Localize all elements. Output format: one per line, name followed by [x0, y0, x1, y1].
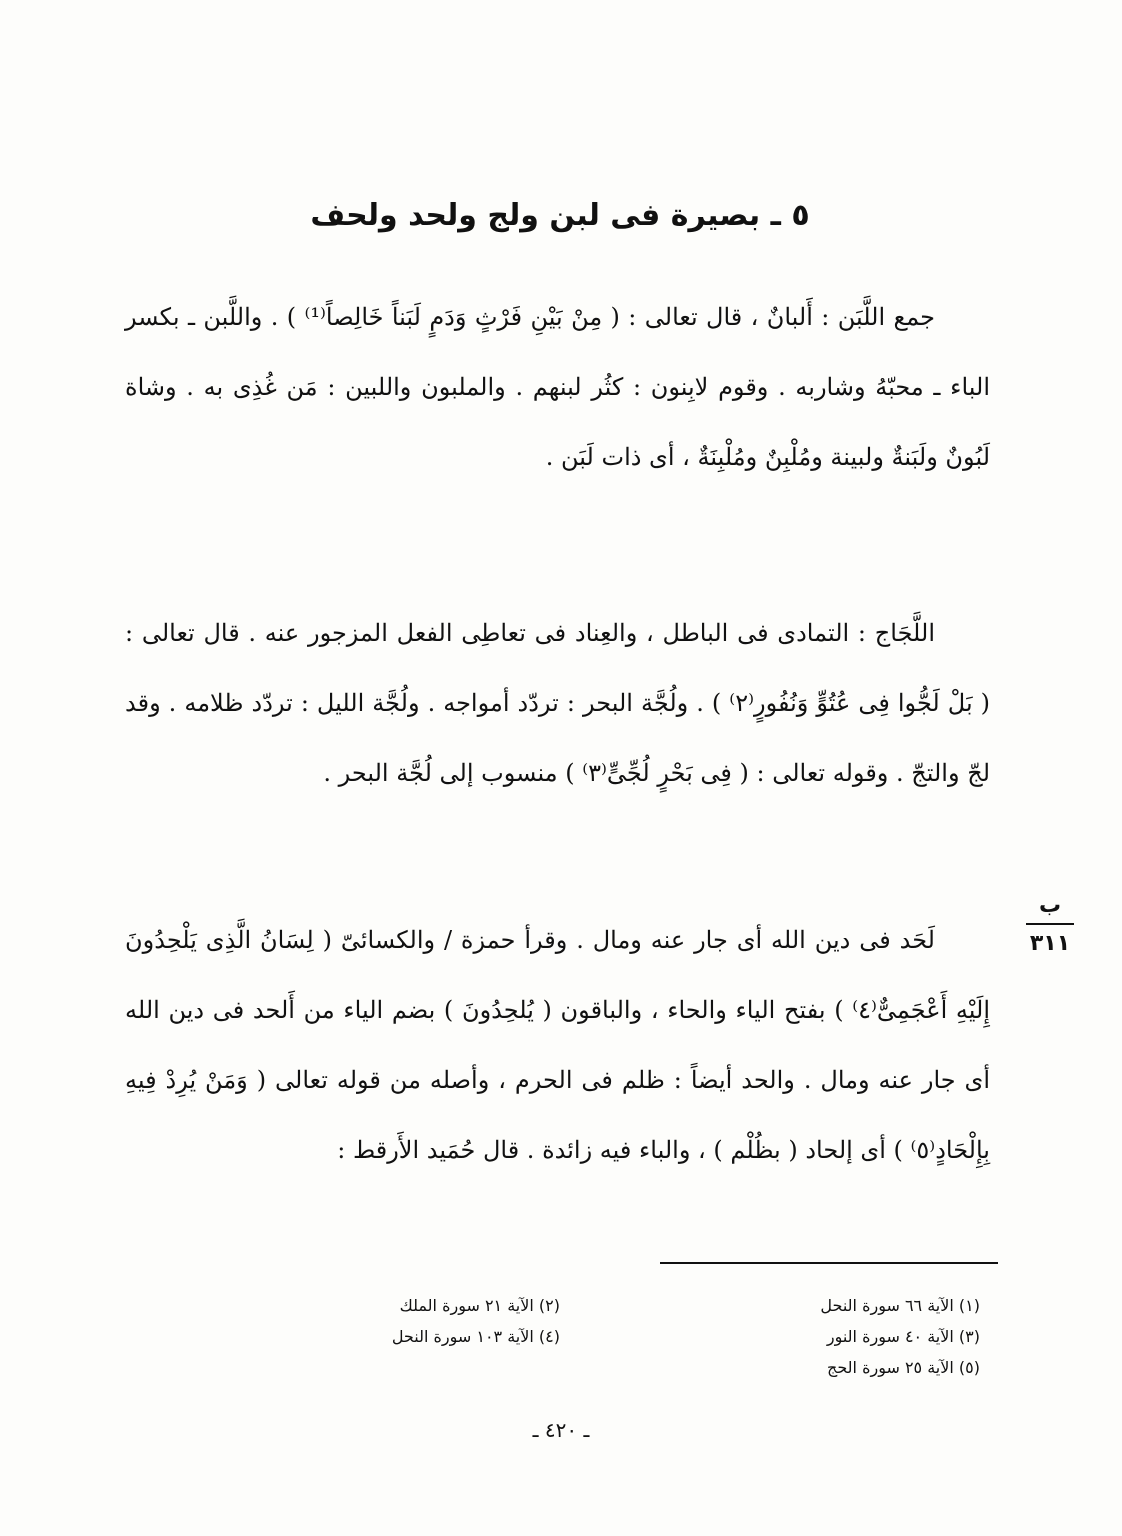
paragraph-lajaj	[125, 598, 990, 808]
section-title: ٥ ـ بصيرة فى لبن ولج ولحد ولحف	[310, 198, 810, 233]
footnote-3: (٣) الآية ٤٠ سورة النور	[826, 1327, 980, 1346]
footnote-separator	[660, 1262, 998, 1264]
footnotes-right-column	[700, 1290, 980, 1383]
footnotes-left-column	[300, 1290, 560, 1352]
paragraph-text: جمع اللَّبَن : أَلبانٌ ، قال تعالى : ( مِنْ بَيْنِ فَرْثٍ وَدَمٍ لَبَناً خَالِصاً⁽¹⁾ ) . واللَّبن ـ بكسر الباء ـ محبّهُ وشاربه . وقوم لابِنون : كثُر لبنهم . والملبون واللبين : مَن غُذِى به . وشاة لَبُونٌ ولَبَنةٌ ولبينة ومُلْبِنٌ ومُلْبِنَةٌ ، أى ذات لَبَن .	[125, 303, 990, 471]
footnote-4: (٤) الآية ١٠٣ سورة النحل	[391, 1327, 560, 1346]
manuscript-folio-marker	[1022, 893, 1078, 957]
footnote-5: (٥) الآية ٢٥ سورة الحج	[827, 1358, 980, 1377]
footnote-2: (٢) الآية ٢١ سورة الملك	[399, 1296, 560, 1315]
folio-rule	[1026, 923, 1074, 925]
paragraph-laban	[125, 282, 990, 492]
page-number: ـ ٤٢٠ ـ	[532, 1418, 590, 1442]
folio-letter: ب	[1038, 893, 1062, 918]
paragraph-text: اللَّجَاج : التمادى فى الباطل ، والعِناد فى تعاطِى الفعل المزجور عنه . قال تعالى : ( بَلْ لَجُّوا فِى عُتُوٍّ وَنُفُورٍ⁽٢⁾ ) . ولُجَّة البحر : تردّد أمواجه . ولُجَّة الليل : تردّد ظلامه . وقد لجّ والتجّ . وقوله تعالى : ( فِى بَحْرٍ لُجِّىٍّ⁽٣⁾ ) منسوب إلى لُجَّة البحر .	[125, 619, 991, 787]
paragraph-lahad	[125, 905, 990, 1185]
folio-number: ٣١١	[1029, 931, 1071, 956]
footnote-1: (١) الآية ٦٦ سورة النحل	[820, 1296, 980, 1315]
paragraph-text: لَحَد فى دين الله أى جار عنه ومال . وقرأ حمزة / والكسائىّ ( لِسَانُ الَّذِى يَلْحِدُونَ إِلَيْهِ أَعْجَمِىٌّ⁽٤⁾ ) بفتح الياء والحاء ، والباقون ( يُلحِدُونَ ) بضم الياء من أَلحد فى دين الله أى جار عنه ومال . والحد أيضاً : ظلم فى الحرم ، وأصله من قوله تعالى ( وَمَنْ يُرِدْ فِيهِ بِإِلْحَادٍ⁽٥⁾ ) أى إلحاد ( بظُلْم ) ، والباء فيه زائدة . قال حُمَيد الأَرقط :	[125, 926, 990, 1164]
